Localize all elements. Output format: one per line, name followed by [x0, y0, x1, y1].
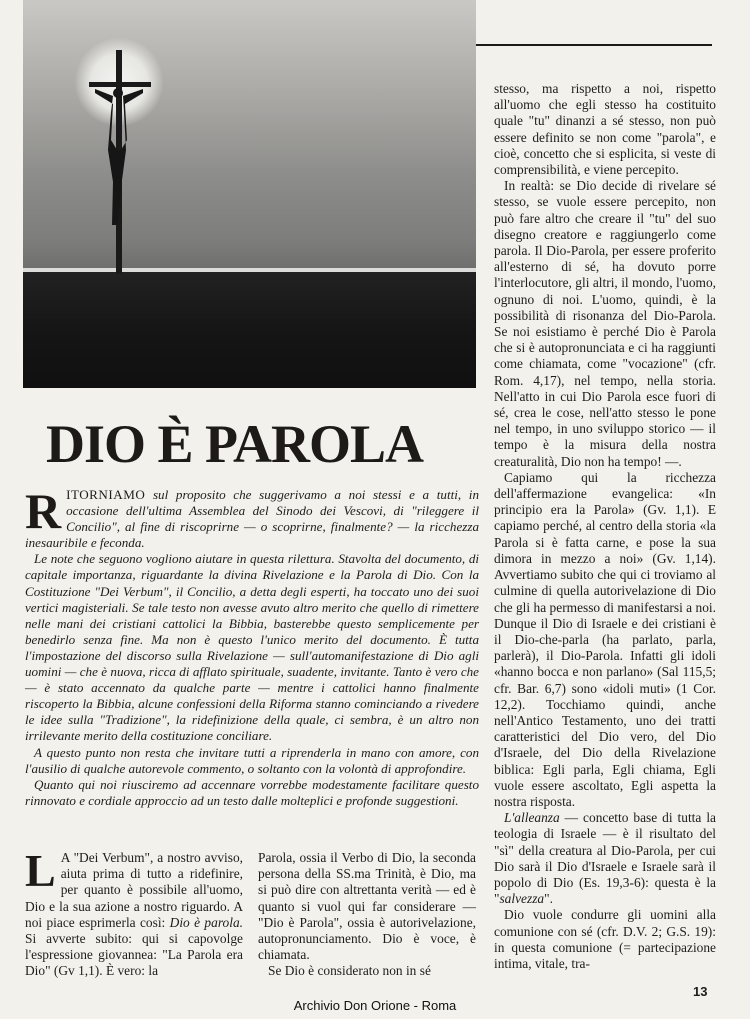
col3-text-4-end: ". — [544, 891, 553, 907]
intro-paragraph-3: A questo punto non resta che invitare tutti a riprenderla in mano con amore, con l'ausilio di qualche autorevole commento, o soltanto con la volontà di approfondire. — [25, 744, 479, 776]
col3-paragraph-2: In realtà: se Dio decide di rivelare sé stesso, se vuole essere percepito, non può fare altro che creare il "tu" del suo disegno creatore e raggiungerlo come parola. Il Dio-Parola, per essere proferito all'esterno di sé, ha dovuto porre l'interlocutore, gli altri, il mondo, l'uomo, ognuno di noi. L'uomo, quindi, è la possibilità di risonanza del Dio-Parola. Se noi esistiamo è perché Dio è Parola che si è autopronunciata e ci ha raggiunti come chiamata, come "vocazione" (cfr. Rom. 4,17), nel tempo, nella storia. Nell'atto in cui Dio Parola esce fuori di sé, crea le cose, nell'atto stesso le pone nel tempo, in uno sviluppo storico — il tempo è la misura della nostra creaturalità, Dio non ha tempo! —. — [494, 178, 716, 469]
col2-paragraph-1: Parola, ossia il Verbo di Dio, la seconda persona della SS.ma Trinità, è Dio, ma si può dire con altrettanta verità — ed è quanto si vuol qui far considerare — "Dio è Parola", ossia è autorivelazione, autopronunciamento. Dio è voce, è chiamata. — [258, 850, 476, 963]
col1-text-a: A "Dei Verbum", a nostro avviso, aiuta prima di tutto a ridefinire, per quanto è possibile all'uomo, Dio e la sua azione a nostro riguardo. A noi piace esprimerla così: — [25, 850, 243, 930]
crucifix-photo — [23, 0, 476, 388]
col3-emphasis-2: salvezza — [499, 891, 545, 907]
crucifix-icon — [23, 0, 476, 388]
col3-text-4: — concetto base di tutta la teologia di Israele — è il risultato del "sì" della creatura al Dio-Parola, per cui Dio sarà il Dio d'Israele e Israele sarà il popolo di Dio (Es. 19,3-6): questa è la " — [494, 810, 716, 907]
col3-emphasis-1: L'alleanza — [504, 810, 560, 826]
intro-paragraph-1 — [25, 483, 479, 551]
body-column-3 — [494, 81, 716, 972]
article-title: DIO È PAROLA — [46, 414, 424, 474]
col1-paragraph-1 — [25, 845, 243, 980]
body-column-2 — [258, 850, 476, 980]
col3-paragraph-4 — [494, 810, 716, 907]
intro-caps: ITORNIAMO — [66, 487, 146, 502]
body-column-1 — [25, 845, 243, 980]
archive-footer: Archivio Don Orione - Roma — [293, 998, 457, 1013]
col1-emphasis: Dio è parola. — [169, 914, 243, 930]
col3-paragraph-1: stesso, ma rispetto a noi, rispetto all'uomo che egli stesso ha costituito quale "tu" dinanzi a sé stesso, non può essere definito se non come "parola", e cioè, concetto che si esplicita, si veste di comprensibilità, e viene percepito. — [494, 81, 716, 178]
body-dropcap: L — [25, 845, 56, 896]
page-number: 13 — [693, 984, 708, 999]
article-intro — [25, 483, 479, 809]
intro-text-1: sul proposito che suggerivamo a noi stessi e a tutti, in occasione dell'ultima Assemblea del Sinodo dei Vescovi, di "rileggere il Concilio", al fine di riscoprirne — o scoprirne, finalmente? — la ricchezza inesauribile e feconda. — [25, 487, 479, 551]
col3-paragraph-5: Dio vuole condurre gli uomini alla comunione con sé (cfr. D.V. 2; G.S. 19): in questa comunione (= partecipazione intima, vitale, tra- — [494, 907, 716, 971]
intro-paragraph-2: Le note che seguono vogliono aiutare in questa rilettura. Stavolta del documento, di capitale importanza, riguardante la divina Rivelazione e la Parola di Dio. Con la Costituzione "Dei Verbum", il Concilio, a detta degli esperti, ha toccato uno dei suoi vertici magisteriali. Se tale testo non avesse avuto altro merito che quello di rimettere nelle mani dei cristiani cattolici la Bibbia, basterebbe questo semplicemente per benedirlo senza fine. Ma non è questo l'unico merito del documento. È tutta l'impostazione del discorso sulla Rivelazione — sull'automanifestazione di Dio agli uomini — che è nuova, ricca di afflato spirituale, suadente, invitante. Tanto è vero che — è stato accennato da qualche parte — mentre i cattolici hanno finalmente riscoperto la Bibbia, alcune confessioni della Riforma stanno cominciando a rivedere le idee sulla "Tradizione", la ridefinizione della quale, ci sembra, è un altro non irrilevante merito della costituzione conciliare. — [25, 551, 479, 744]
col1-text-b: Si avverte subito: qui si capovolge l'espressione giovannea: "La Parola era Dio" (Gv 1,1). È vero: la — [25, 931, 243, 979]
intro-dropcap: R — [25, 483, 62, 539]
col3-paragraph-3: Capiamo qui la ricchezza dell'affermazione evangelica: «In principio era la Parola» (Gv. 1,1). E capiamo perché, al centro della storia «la Parola si è fatta carne, e pose la sua dimora in mezzo a noi» (Gv. 1,14). Avvertiamo subito che qui ci troviamo al culmine di quella autorivelazione di Dio che gli ha permesso di manifestarsi a noi. Dunque il Dio di Israele e dei cristiani è il Dio-che-parla (ha parlato, parla, parlerà), il Dio-Parola. Infatti gli idoli «hanno bocca e non parlano» (Sal 115,5; cfr. Bar. 6,7) sono «idoli muti» (1 Cor. 12,2). Tocchiamo quindi, anche nell'Antico Testamento, uno dei tratti caratteristici del Dio vero, del Dio d'Israele, del Dio della Rivelazione biblica: Egli parla, Egli chiama, Egli vuole essere ascoltato, Egli aspetta la nostra risposta. — [494, 469, 716, 809]
intro-paragraph-4: Quanto qui noi riusciremo ad accennare vorrebbe modestamente facilitare questo rinnovato e cordiale approccio ad un testo dalle molteplici e profonde suggestioni. — [25, 776, 479, 808]
col2-paragraph-2: Se Dio è considerato non in sé — [268, 963, 431, 979]
